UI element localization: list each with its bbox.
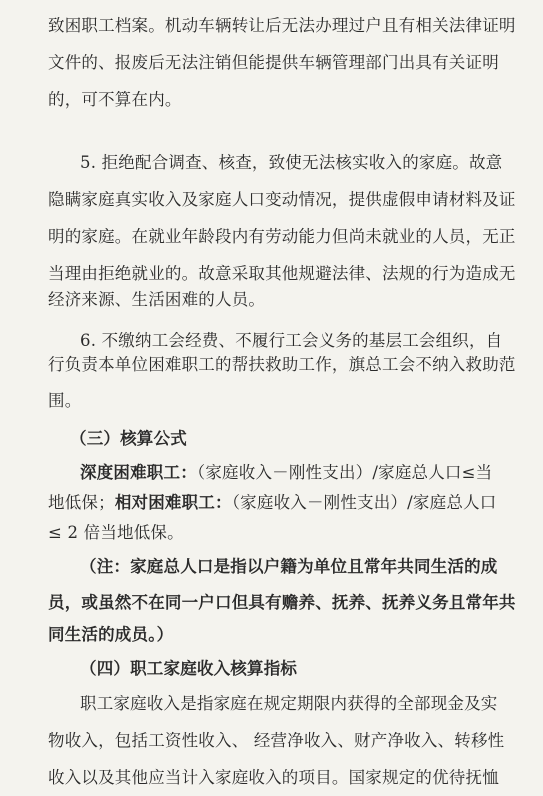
text-line: 5. 拒绝配合调查、核查，致使无法核实收入的家庭。故意 [80, 153, 503, 172]
text-line: 职工家庭收入是指家庭在规定期限内获得的全部现金及实 [80, 694, 498, 713]
text-line: 围。 [48, 391, 82, 410]
note-line: 员，或虽然不在同一户口但具有赡养、抚养、抚养义务且常年共 [48, 593, 516, 612]
text-line: 经济来源、生活困难的人员。 [48, 290, 266, 309]
text-line: 文件的、报废后无法注销但能提供车辆管理部门出具有关证明 [48, 53, 499, 72]
text-line-formula-relative [48, 492, 543, 514]
text-line: 物收入，包括工资性收入、 经营净收入、财产净收入、转移性 [48, 731, 505, 750]
text-line: 当理由拒绝就业的。故意采取其他规避法律、法规的行为造成无 [48, 264, 516, 283]
note-line: （注：家庭总人口是指以户籍为单位且常年共同生活的成 [80, 557, 498, 576]
text-line: 致困职工档案。机动车辆转让后无法办理过户且有相关法律证明 [48, 16, 516, 35]
text-line: 的，可不算在内。 [48, 90, 182, 109]
section-heading-3: （三）核算公式 [70, 429, 187, 448]
text-line: ≤ 2 倍当地低保。 [48, 523, 184, 542]
term-relative-hardship: 相对困难职工： [114, 493, 232, 512]
formula-deep-end: 地低保； [48, 493, 115, 512]
note-line: 同生活的成员。） [48, 625, 174, 644]
section-heading-4: （四）职工家庭收入核算指标 [80, 659, 298, 678]
formula-relative: （家庭收入－刚性支出）/家庭总人口 [231, 493, 497, 512]
text-line: 明的家庭。在就业年龄段内有劳动能力但尚未就业的人员，无正 [48, 227, 516, 246]
text-line: 收入以及其他应当计入家庭收入的项目。国家规定的优待抚恤 [48, 768, 499, 787]
text-line-formula-deep [80, 462, 543, 484]
text-line: 隐瞒家庭真实收入及家庭人口变动情况，提供虚假申请材料及证 [48, 190, 516, 209]
text-line: 行负责本单位困难职工的帮扶救助工作，旗总工会不纳入救助范 [48, 355, 516, 374]
formula-deep: （家庭收入－刚性支出）/家庭总人口≤当 [196, 463, 493, 482]
term-deep-hardship: 深度困难职工： [80, 463, 197, 482]
text-line: 6. 不缴纳工会经费、不履行工会义务的基层工会组织，自 [80, 331, 503, 350]
